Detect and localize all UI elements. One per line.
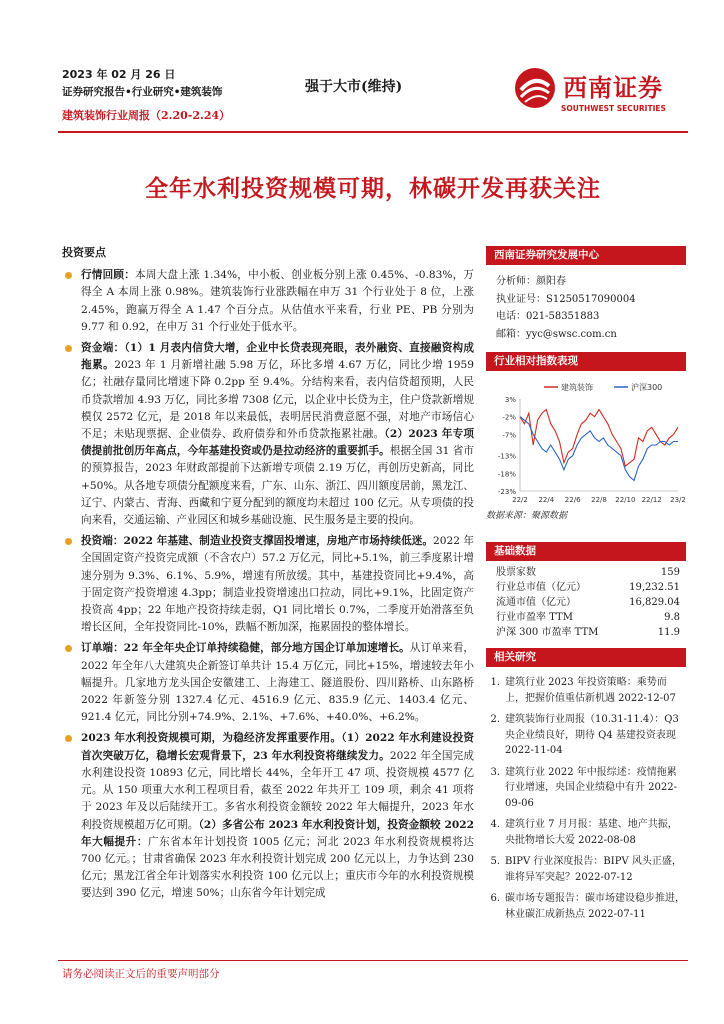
basic-data-label: 行业市盈率 TTM	[496, 612, 573, 623]
related-item-text: 建筑装饰行业周报（10.31-11.4）：Q3 央企业绩良好，期待 Q4 基建投资表现 2022-11-04	[505, 714, 679, 756]
basic-data-row	[486, 625, 686, 640]
related-item-text: 建筑行业 2022 年中报综述：疫情拖累行业增速，央国企业绩稳中有升 2022-09-06	[505, 766, 678, 809]
logo-emblem-icon	[513, 66, 557, 110]
logo-text-en: SOUTHWEST SECURITIES	[561, 104, 666, 113]
related-item-number: 3.	[490, 766, 500, 778]
basic-data-table	[486, 565, 686, 640]
main-content	[62, 244, 474, 907]
related-research-item[interactable]	[486, 817, 686, 848]
paragraph-water-conservancy	[62, 730, 474, 902]
series-line-hs300	[520, 417, 678, 481]
report-category: 证券研究报告•行业研究•建筑装饰	[62, 86, 223, 98]
y-tick-label: -23%	[497, 488, 516, 496]
basic-data-label: 沪深 300 市盈率 TTM	[496, 627, 599, 638]
report-series: 建筑装饰行业周报（2.20-2.24）	[62, 109, 231, 122]
sidebar-chart-block	[486, 352, 686, 521]
basic-data-row	[486, 565, 686, 580]
bullet-icon	[65, 345, 72, 352]
industry-rating: 强于大市(维持)	[305, 79, 403, 95]
paragraph-lead: （2）2023 年专项债提前批创历年高点，今年基建投资或仍是拉动经济的重要抓手。	[81, 428, 474, 458]
paragraph-lead: 2023 年水利投资规模可期，为稳经济发挥重要作用。（1）2022 年水利建设投资首次突破万亿，稳增长宏观背景下，23 年水利投资将继续发力。	[81, 732, 474, 762]
bullet-icon	[65, 272, 72, 279]
related-research-item[interactable]	[486, 854, 686, 885]
paragraph-investment	[62, 533, 474, 636]
related-item-number: 1.	[490, 677, 500, 688]
basic-data-row	[486, 595, 686, 610]
paragraph-lead: 订单端：22 年全年央企订单持续稳健，部分地方国企订单加速增长。	[81, 642, 410, 655]
sidebar-title-center: 西南证券研究发展中心	[486, 246, 686, 265]
related-item-text: 建筑行业 2023 年投资策略：乘势而上，把握价值重估新机遇 2022-12-07	[505, 677, 676, 704]
related-research-item[interactable]	[486, 712, 686, 759]
legend-label: 沪深300	[631, 383, 663, 392]
header-divider	[58, 131, 688, 133]
footer-disclaimer: 请务必阅读正文后的重要声明部分	[62, 968, 220, 980]
x-tick-label: 23/2	[670, 496, 686, 504]
report-title: 全年水利投资规模可期，林碳开发再获关注	[145, 175, 601, 202]
paragraph-text: 2022 年全国完成水利建设投资 10893 亿元，同比增长 44%，全年开工 47 项、投资规模 4577 亿元。从 150 项重大水利工程项目看，截至 2022 年共开工 109 项，剩余 41 项将于 2023 年及以后陆续开工。多省水利投资金额较 2022 年大幅提升，2023 年水利投资规模超万亿可期。	[81, 749, 474, 831]
footer-divider	[58, 960, 688, 961]
company-logo	[513, 64, 678, 120]
chart-source: 数据来源：聚源数据	[486, 511, 568, 521]
series-line-industry	[520, 410, 678, 467]
y-tick-label: -7%	[502, 431, 516, 440]
paragraph-market-review	[62, 267, 474, 336]
analyst-phone: 电话：021-58351883	[496, 311, 600, 322]
related-research-item[interactable]	[486, 765, 686, 812]
paragraph-text: 2023 年 1 月新增社融 5.98 万亿，环比多增 4.67 万亿，同比少增 1959 亿；社融存量同比增速下降 0.2pp 至 9.4%。分结构来看，表内信贷超预期，人民币贷款增加 4.93 万亿，同比多增 7308 亿元，以企业中长贷为主，住户贷款新增规模仅 2572 亿元，是 2018 年以来最低，表明居民消费意愿不强，对地产市场信心不足；未贴现票据、企业债券、政府债券和外币贷款拖累社融。	[81, 359, 475, 441]
paragraph-lead: 资金端：（1）1 月表内信贷大增，企业中长贷表现亮眼，表外融资、直接融资构成拖累。	[81, 342, 474, 372]
basic-data-label: 股票家数	[496, 567, 536, 578]
sidebar-related	[486, 648, 686, 928]
basic-data-row	[486, 580, 686, 595]
paragraph-text: 根据全国 31 省市的预算报告，2023 年财政部提前下达新增专项债 2.19 万亿，再创历史新高，同比+50%。从各地专项债分配额度来看，广东、山东、浙江、四川额度居前，黑龙江、辽宁、内蒙古、青海、西藏和宁夏分配到的额度均未超过 100 亿元。从专项债的投向来看，交通运输、产业园区和城乡基础设施、民生服务是主要的投向。	[81, 445, 474, 527]
sidebar-title-chart: 行业相对指数表现	[486, 352, 686, 371]
section-title: 投资要点	[62, 246, 106, 259]
x-tick-label: 22/4	[538, 496, 555, 504]
sidebar-analyst-block	[486, 246, 686, 343]
y-tick-label: 3%	[504, 396, 516, 404]
logo-text-cn: 西南证券	[563, 73, 663, 102]
basic-data-value: 9.8	[664, 612, 680, 623]
bullet-icon	[65, 538, 72, 545]
basic-data-value: 19,232.51	[629, 582, 680, 593]
related-item-text: 建筑行业 7 月月报：基建、地产共振，央批物增长大爱 2022-08-08	[505, 819, 678, 846]
analyst-email[interactable]: 邮箱：yyc@swsc.com.cn	[496, 328, 617, 340]
paragraph-text: 2022 年全国固定资产投资完成额（不含农户）57.2 万亿元，同比+5.1%，前三季度累计增速分别为 9.3%、6.1%、5.9%，增速有所放缓。其中，基建投资同比+9.4%，高于固定资产投资增速 4.3pp；制造业投资增速出口拉动，同比+9.1%，比固定资产投资高 4pp；22 年地产投资持续走弱，Q1 同比增长 0.7%，二季度开始滑落至负增长区间，全年投资同比-10%，跌幅不断加深，拖累固投的整体增长。	[81, 535, 475, 634]
sidebar-title-related: 相关研究	[486, 648, 686, 667]
basic-data-label: 行业总市值（亿元）	[496, 582, 586, 593]
paragraph-text: 本周大盘上涨 1.34%，中小板、创业板分别上涨 0.45%、-0.83%，万得全 A 本周上涨 0.98%。建筑装饰行业涨跌幅在申万 31 个行业处于 8 位，上涨 2.45%，跑赢万得全 A 1.47 个百分点。从估值水平来看，行业 PE、PB 分别为 9.77 和 0.92，在申万 31 个行业处于低水平。	[81, 269, 474, 333]
related-item-number: 4.	[490, 819, 500, 830]
paragraph-text: 从订单来看，2022 年全年八大建筑央企新签订单共计 15.4 万亿元，同比+15%，增速较去年小幅提升。几家地方龙头国企安徽建工、上海建工、隧道股份、四川路桥、山东路桥 2022 年新签分别 1327.4 亿元、4516.9 亿元、835.9 亿元、1403.4 亿元、921.4 亿元，同比分别+74.9%、2.1%、+7.6%、+40.0%、+6.2%。	[81, 642, 474, 724]
legend-label: 建筑装饰	[561, 383, 593, 392]
paragraph-lead: （2）多省公布 2023 年水利投资计划，投资金额较 2022 年大幅提升：	[81, 818, 474, 848]
x-tick-label: 22/12	[641, 496, 662, 504]
bullet-icon	[65, 735, 72, 742]
y-tick-label: -13%	[497, 452, 516, 461]
analyst-name: 分析师：颜阳春	[496, 276, 566, 287]
related-research-list	[486, 675, 686, 922]
bullet-icon	[65, 645, 72, 652]
report-date: 2023 年 02 月 26 日	[62, 68, 176, 81]
x-tick-label: 22/8	[591, 496, 607, 504]
relative-performance-chart	[486, 373, 686, 508]
basic-data-row	[486, 610, 686, 625]
paragraph-lead: 行情回顾：	[81, 269, 136, 282]
y-tick-label: -2%	[502, 413, 516, 422]
related-item-text: BIPV 行业深度报告：BIPV 风头正盛，谁将异军突起？2022-07-12	[505, 856, 682, 883]
analyst-license: 执业证号：S1250517090004	[496, 293, 636, 305]
related-item-number: 2.	[490, 714, 500, 725]
basic-data-value: 159	[660, 567, 680, 578]
related-item-number: 6.	[490, 893, 500, 904]
x-tick-label: 22/6	[564, 496, 581, 504]
paragraph-text: 广东省本年计划投资 1005 亿元；河北 2023 年水利投资规模将达 700 亿元。；甘肃省确保 2023 年水利投资计划完成 200 亿元以上，力争达到 230 亿元；黑龙江省全年计划落实水利投资 100 亿元以上；重庆市今年的水利投资规模要达到 390 亿元，增速 50%；山东省今年计划完成	[81, 835, 475, 900]
related-item-text: 碳市场专题报告：碳市场建设稳步推进，林业碳汇成新热点 2022-07-11	[505, 893, 685, 920]
paragraph-funding	[62, 340, 474, 529]
x-tick-label: 22/10	[615, 496, 636, 504]
sidebar-basic-data	[486, 542, 686, 640]
basic-data-label: 流通市值（亿元）	[496, 597, 576, 608]
x-tick-label: 22/2	[512, 496, 528, 504]
y-tick-label: -18%	[497, 470, 516, 479]
paragraph-orders	[62, 640, 474, 726]
analyst-info	[486, 273, 686, 343]
paragraph-lead: 投资端：2022 年基建、制造业投资支撑固投增速，房地产市场持续低迷。	[81, 535, 434, 548]
basic-data-value: 11.9	[657, 627, 680, 638]
sidebar-title-basic: 基础数据	[486, 542, 686, 561]
related-research-item[interactable]	[486, 891, 686, 922]
basic-data-value: 16,829.04	[629, 597, 680, 608]
related-research-item[interactable]	[486, 675, 686, 706]
related-item-number: 5.	[490, 856, 500, 867]
